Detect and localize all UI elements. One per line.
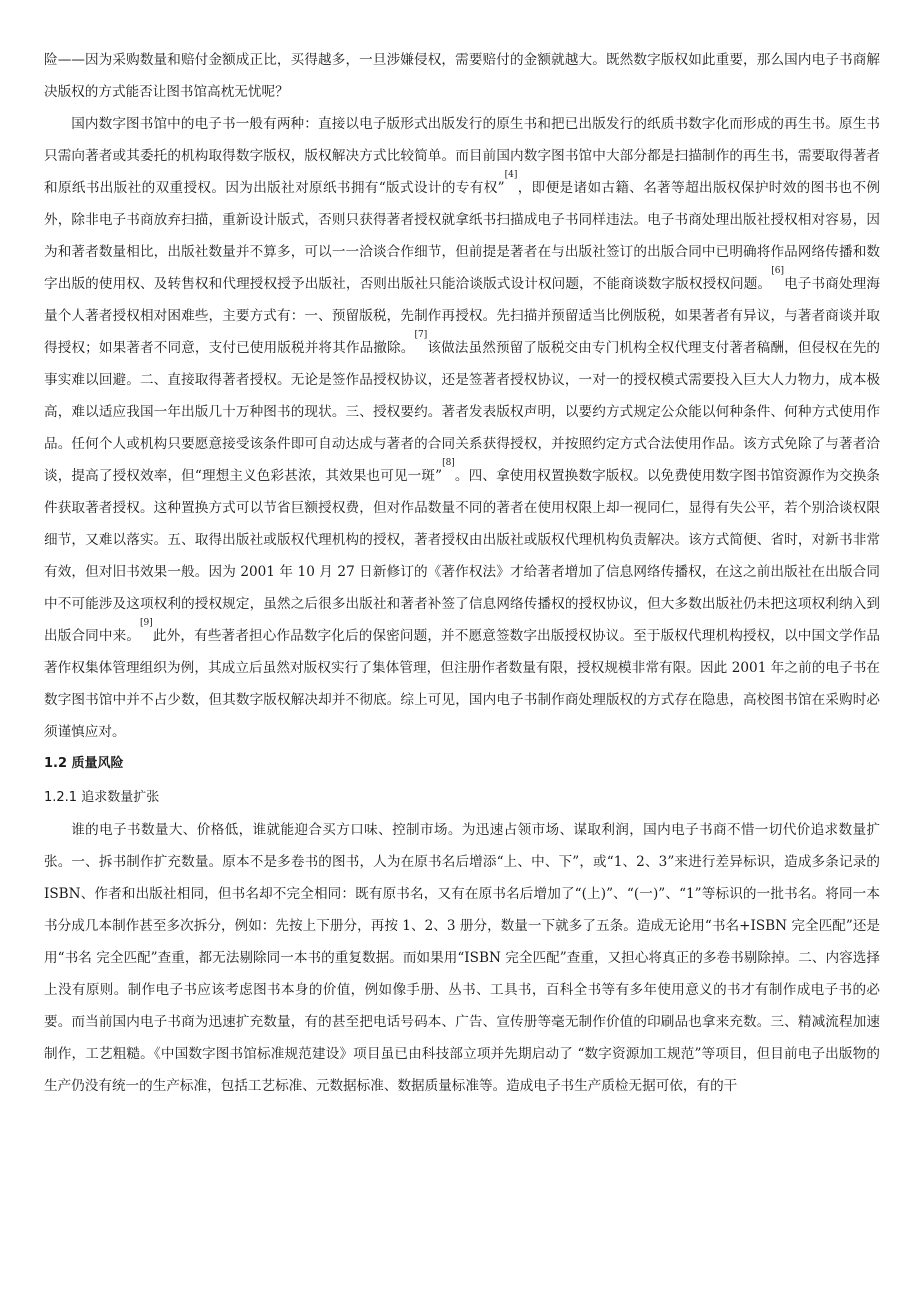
- paragraph-2-text-6: 此外，有些著者担心作品数字化后的保密问题，并不愿意签数字出版授权协议。至于版权代理机构授权，以中国文学作品著作权集体管理组织为例，其成立后虽然对版权实行了集体管理，但注册作者数量有限，授权规模非常有限。因此 2001 年之前的电子书在数字图书馆中并不占少数，但其数字版权解决却并不彻底。综上可见，国内电子书制作商处理版权的方式存在隐患，高校图书馆在采购时必须谨慎应对。: [44, 628, 880, 740]
- citation-7: [7]: [414, 330, 428, 340]
- paragraph-2-text-2: ，即便是诸如古籍、名著等超出版权保护时效的图书也不例外，除非电子书商放弃扫描，重新设计版式，否则只获得著者授权就拿纸书扫描成电子书同样违法。电子书商处理出版社授权相对容易，因为和著者数量相比，出版社数量并不算多，可以一一洽谈合作细节，但前提是著者在与出版社签订的出版合同中已明确将作品网络传播和数字出版的使用权、及转售权和代理授权授予出版社，否则出版社只能洽谈版式设计权问题，不能商谈数字版权授权问题。: [44, 180, 880, 292]
- citation-8: [8]: [442, 458, 455, 468]
- document-page: [44, 44, 880, 1102]
- citation-9: [9]: [140, 618, 153, 628]
- paragraph-2-text-3: 电子书商处理海量个人著者授权相对困难些，主要方式有：一、预留版税，先制作再授权。先扫描并预留适当比例版税，如果著者有异议，与著者商谈并取得授权；如果著者不同意，支付已使用版税并将其作品撤除。: [44, 276, 880, 356]
- paragraph-3: 谁的电子书数量大、价格低，谁就能迎合买方口味、控制市场。为迅速占领市场、谋取利润，国内电子书商不惜一切代价追求数量扩张。一、拆书制作扩充数量。原本不是多卷书的图书，人为在原书名后增添“上、中、下”，或“1、2、3”来进行差异标识，造成多条记录的 ISBN、作者和出版社相同，但书名却不完全相同：既有原书名，又有在原书名后增加了“(上)”、“(一)”、“1”等标识的一批书名。将同一本书分成几本制作甚至多次拆分，例如：先按上下册分，再按 1、2、3 册分，数量一下就多了五条。造成无论用“书名+ISBN 完全匹配”还是用“书名 完全匹配”查重，都无法剔除同一本书的重复数据。而如果用“ISBN 完全匹配”查重，又担心将真正的多卷书剔除掉。二、内容选择上没有原则。制作电子书应该考虑图书本身的价值，例如像手册、丛书、工具书，百科全书等有多年使用意义的书才有制作成电子书的必要。而当前国内电子书商为迅速扩充数量，有的甚至把电话号码本、广告、宣传册等毫无制作价值的印刷品也拿来充数。三、精减流程加速制作，工艺粗糙。《中国数字图书馆标准规范建设》项目虽已由科技部立项并先期启动了 “数字资源加工规范”等项目，但目前电子出版物的生产仍没有统一的生产标准，包括工艺标准、元数据标准、数据质量标准等。造成电子书生产质检无据可依，有的干: [44, 822, 880, 1094]
- paragraph-1: 险——因为采购数量和赔付金额成正比，买得越多，一旦涉嫌侵权，需要赔付的金额就越大。既然数字版权如此重要，那么国内电子书商解决版权的方式能否让图书馆高枕无忧呢？: [44, 52, 880, 100]
- citation-6: [6]: [771, 266, 784, 276]
- paragraph-2-text-4: 该做法虽然预留了版税交由专门机构全权代理支付著者稿酬，但侵权在先的事实难以回避。二、直接取得著者授权。无论是签作品授权协议，还是签著者授权协议，一对一的授权模式需要投入巨大人力物力，成本极高，难以适应我国一年出版几十万种图书的现状。三、授权要约。著者发表版权声明，以要约方式规定公众能以何种条件、何种方式使用作品。任何个人或机构只要愿意接受该条件即可自动达成与著者的合同关系获得授权，并按照约定方式合法使用作品。该方式免除了与著者洽谈，提高了授权效率，但“理想主义色彩甚浓，其效果也可见一斑”: [44, 340, 881, 484]
- subsection-heading-1-2-1: 1.2.1 追求数量扩张: [44, 790, 160, 805]
- citation-4: [4]: [504, 170, 518, 180]
- paragraph-2: [44, 108, 880, 748]
- section-heading-1-2: 1.2 质量风险: [44, 756, 124, 771]
- paragraph-2-text-1: 国内数字图书馆中的电子书一般有两种：直接以电子版形式出版发行的原生书和把已出版发行的纸质书数字化而形成的再生书。原生书只需向著者或其委托的机构取得数字版权，版权解决方式比较简单。而目前国内数字图书馆中大部分都是扫描制作的再生书，需要取得著者和原纸书出版社的双重授权。因为出版社对原纸书拥有“版式设计的专有权”: [44, 116, 880, 196]
- paragraph-2-text-5: 。四、拿使用权置换数字版权。以免费使用数字图书馆资源作为交换条件获取著者授权。这种置换方式可以节省巨额授权费，但对作品数量不同的著者在使用权限上却一视同仁，显得有失公平，若个别洽谈权限细节，又难以落实。五、取得出版社或版权代理机构的授权，著者授权由出版社或版权代理机构负责解决。该方式简便、省时，对新书非常有效，但对旧书效果一般。因为 2001 年 10 月 27 日新修订的《著作权法》才给著者增加了信息网络传播权，在这之前出版社在出版合同中不可能涉及这项权利的授权规定，虽然之后很多出版社和著者补签了信息网络传播权的授权协议，但大多数出版社仍未把这项权利纳入到出版合同中来。: [44, 468, 880, 644]
